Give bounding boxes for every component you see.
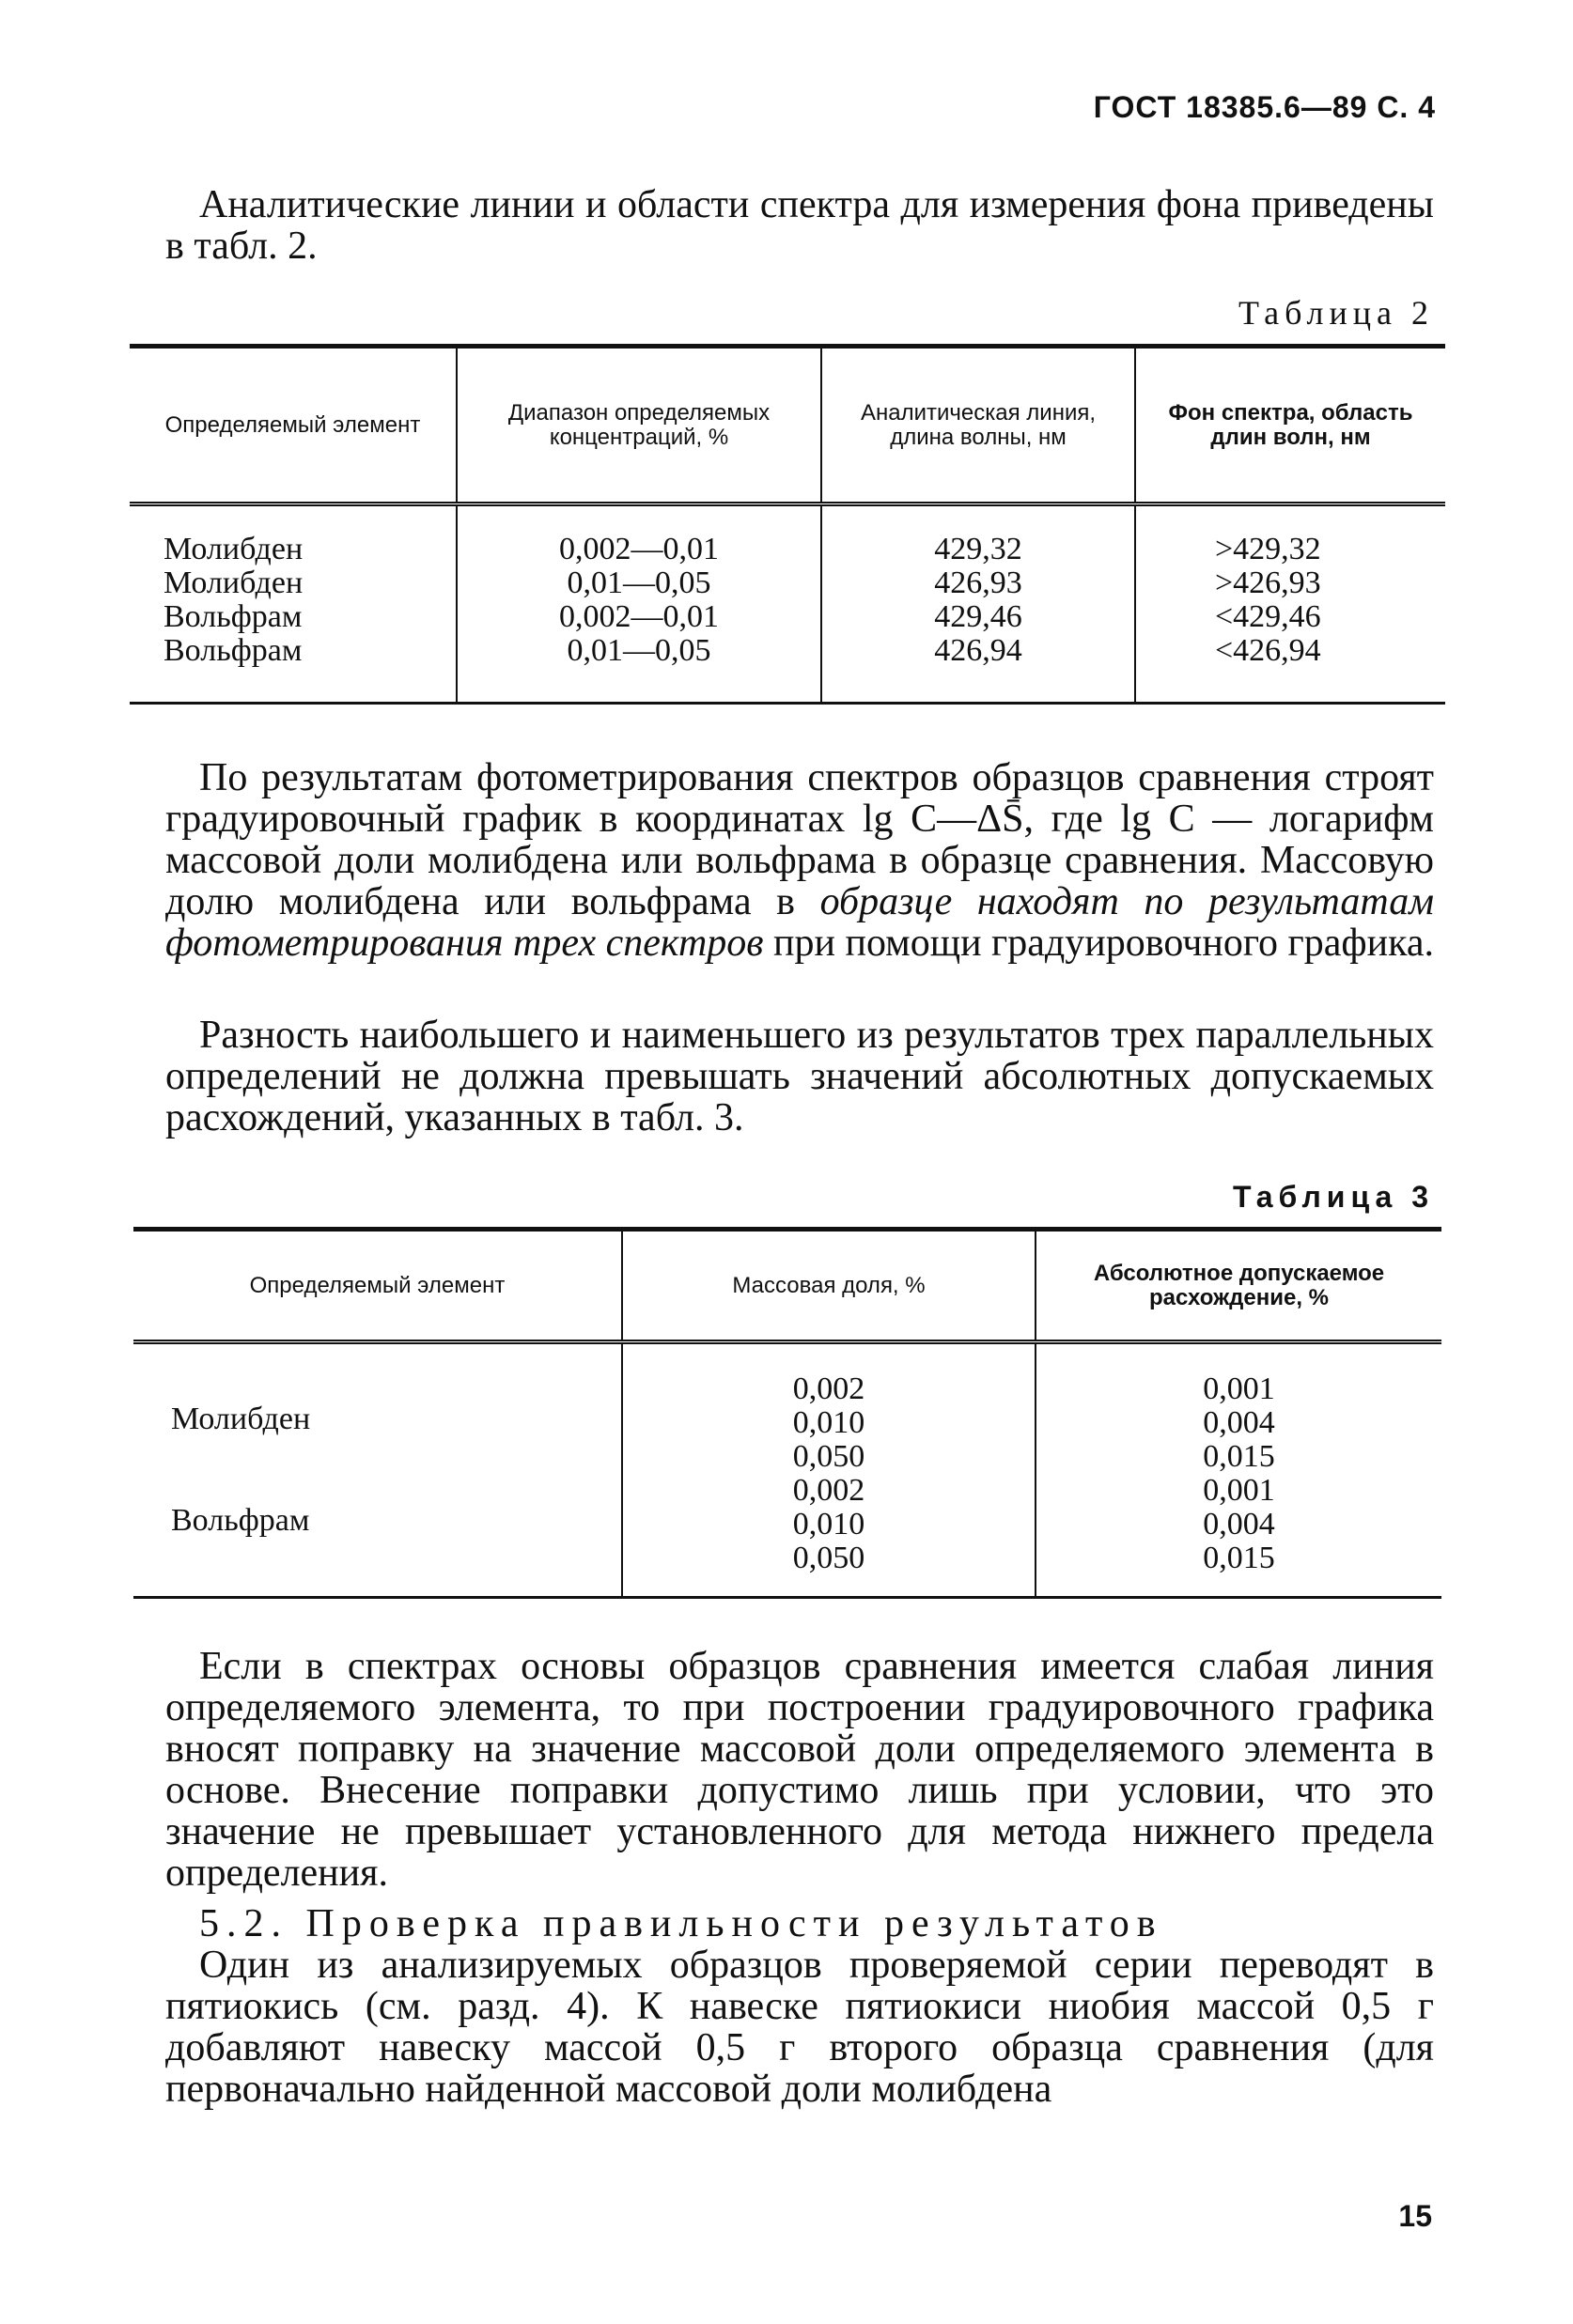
t2-header-range: Диапазон определяемых концентраций, % — [457, 347, 821, 504]
t2-cell-background: >429,32 >426,93 <429,46 <426,94 — [1135, 504, 1445, 704]
paragraph-divergence: Разность наибольшего и наименьшего из результатов трех параллельных определений не должна превышать значений абсолютных допускаемых расхождений, указанных в табл. 3. — [165, 1014, 1434, 1139]
t3-header-mass: Массовая доля, % — [622, 1230, 1036, 1342]
t3-cell-tolerance: 0,001 0,004 0,015 0,001 0,004 0,015 — [1036, 1342, 1441, 1598]
t2-header-element: Определяемый элемент — [130, 347, 457, 504]
intro-paragraph: Аналитические линии и области спектра для измерения фона приведены в табл. 2. — [165, 183, 1434, 268]
table2-caption: Таблица 2 — [1238, 294, 1434, 332]
paragraph-verification: Один из анализируемых образцов проверяемой серии переводят в пятиокись (см. разд. 4). К навеске пятиокиси ниобия массой 0,5 г добавляют навеску массой 0,5 г второго образца сравнения (для первоначально найденной массовой доли молибдена — [165, 1944, 1434, 2111]
t2-header-line: Аналитическая линия, длина волны, нм — [821, 347, 1135, 504]
paragraph-correction: Если в спектрах основы образцов сравнения имеется слабая линия определяемого элемента, то при построении градуировочного графика вносят поправку на значение массовой доли определяемого элемента в основе. Внесение поправки допустимо лишь при условии, что это значение не превышает установленного для метода нижнего предела определения. — [165, 1645, 1434, 1895]
page-header: ГОСТ 18385.6—89 С. 4 — [1093, 90, 1436, 124]
section-heading-5-2: 5.2. Проверка правильности результатов — [199, 1902, 1163, 1945]
t2-cell-element: Молибден Молибден Вольфрам Вольфрам — [130, 504, 457, 704]
page-number: 15 — [1398, 2199, 1432, 2233]
t3-header-element: Определяемый элемент — [133, 1230, 622, 1342]
table-3 — [133, 1227, 1441, 1599]
t2-header-background: Фон спектра, область длин волн, нм — [1135, 347, 1445, 504]
t3-header-tolerance: Абсолютное допускаемое расхождение, % — [1036, 1230, 1441, 1342]
table-2 — [130, 344, 1445, 705]
t3-cell-mass: 0,002 0,010 0,050 0,002 0,010 0,050 — [622, 1342, 1036, 1598]
paragraph-calibration: По результатам фотометрирования спектров образцов сравнения строят градуировочный график в координатах lg C—ΔS̄, где lg C — логарифм массовой доли молибдена или вольфрама в образце сравнения. Массовую долю молибдена или вольфрама в образце находят по результатам фотометрирования трех спектров при помощи градуировочного графика. — [165, 756, 1435, 965]
t2-cell-line: 429,32 426,93 429,46 426,94 — [821, 504, 1135, 704]
table3-caption: Таблица 3 — [1232, 1180, 1434, 1214]
t3-cell-element: Молибден Вольфрам — [133, 1342, 622, 1598]
t2-cell-range: 0,002—0,01 0,01—0,05 0,002—0,01 0,01—0,05 — [457, 504, 821, 704]
